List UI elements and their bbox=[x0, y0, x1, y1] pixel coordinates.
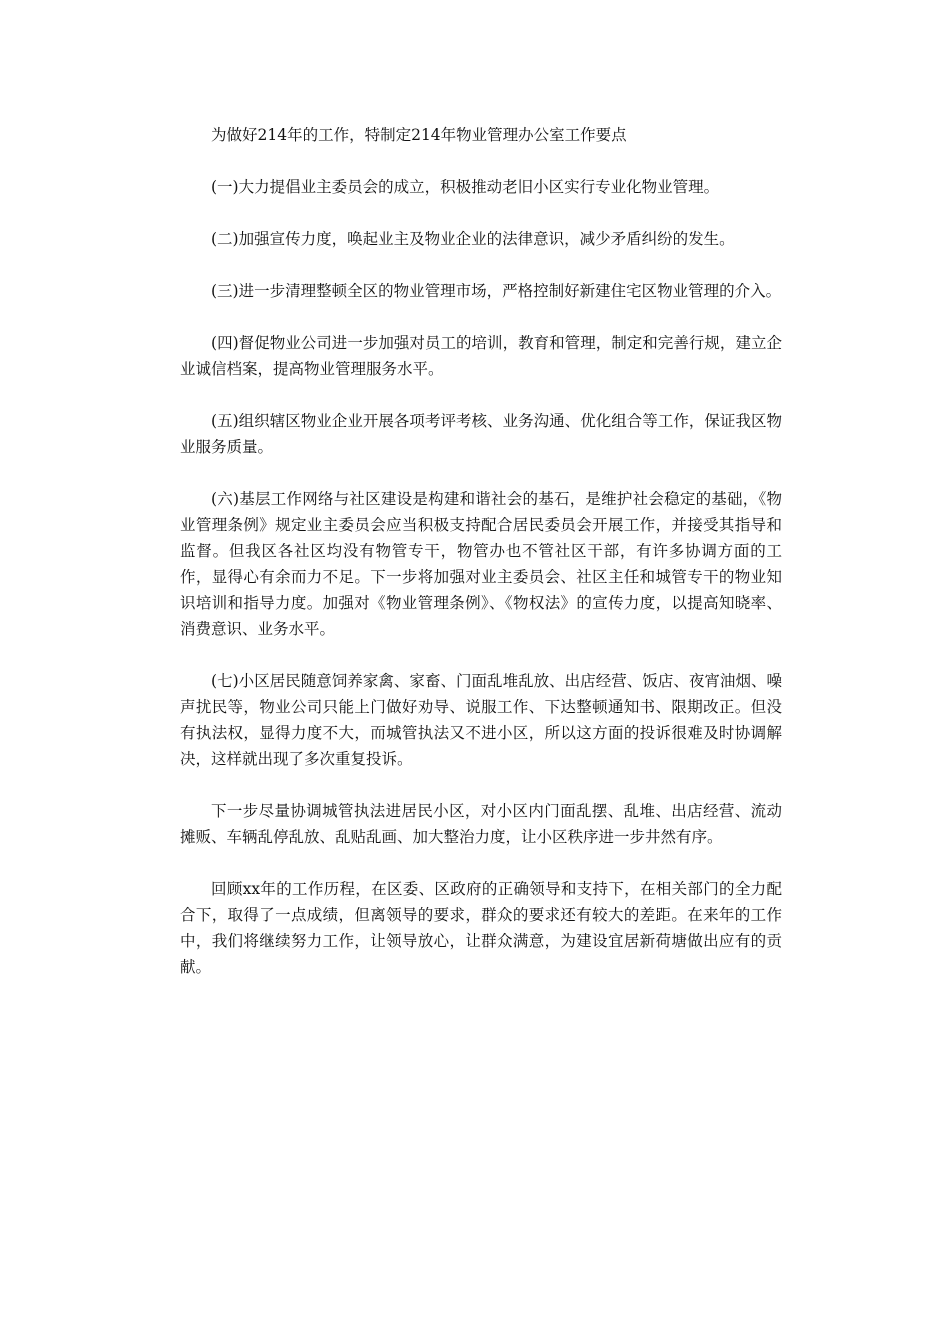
point-1-paragraph: (一)大力提倡业主委员会的成立，积极推动老旧小区实行专业化物业管理。 bbox=[211, 178, 720, 196]
intro-paragraph: 为做好214年的工作，特制定214年物业管理办公室工作要点 bbox=[211, 126, 627, 144]
point-4-paragraph: (四)督促物业公司进一步加强对员工的培训，教育和管理，制定和完善行规，建立企业诚信档案，提高物业管理服务水平。 bbox=[180, 334, 782, 378]
point-2-paragraph: (二)加强宣传力度，唤起业主及物业企业的法律意识，减少矛盾纠纷的发生。 bbox=[211, 230, 735, 248]
next-step-paragraph: 下一步尽量协调城管执法进居民小区，对小区内门面乱摆、乱堆、出店经营、流动摊贩、车辆乱停乱放、乱贴乱画、加大整治力度，让小区秩序进一步井然有序。 bbox=[180, 802, 782, 846]
review-paragraph: 回顾xx年的工作历程，在区委、区政府的正确领导和支持下，在相关部门的全力配合下，取得了一点成绩，但离领导的要求，群众的要求还有较大的差距。在来年的工作中，我们将继续努力工作，让领导放心，让群众满意，为建设宜居新荷塘做出应有的贡献。 bbox=[180, 880, 782, 976]
point-7-paragraph: (七)小区居民随意饲养家禽、家畜、门面乱堆乱放、出店经营、饭店、夜宵油烟、噪声扰民等，物业公司只能上门做好劝导、说服工作、下达整顿通知书、限期改正。但没有执法权，显得力度不大，而城管执法又不进小区，所以这方面的投诉很难及时协调解决，这样就出现了多次重复投诉。 bbox=[180, 672, 782, 768]
point-5-paragraph: (五)组织辖区物业企业开展各项考评考核、业务沟通、优化组合等工作，保证我区物业服务质量。 bbox=[180, 412, 782, 456]
point-3-paragraph: (三)进一步清理整顿全区的物业管理市场，严格控制好新建住宅区物业管理的介入。 bbox=[211, 282, 782, 300]
point-6-paragraph: (六)基层工作网络与社区建设是构建和谐社会的基石，是维护社会稳定的基础，《物业管理条例》规定业主委员会应当积极支持配合居民委员会开展工作，并接受其指导和监督。但我区各社区均没有物管专干，物管办也不管社区干部，有许多协调方面的工作，显得心有余而力不足。下一步将加强对业主委员会、社区主任和城管专干的物业知识培训和指导力度。加强对《物业管理条例》、《物权法》的宣传力度，以提高知晓率、消费意识、业务水平。 bbox=[180, 490, 782, 638]
document-body bbox=[180, 122, 782, 1006]
